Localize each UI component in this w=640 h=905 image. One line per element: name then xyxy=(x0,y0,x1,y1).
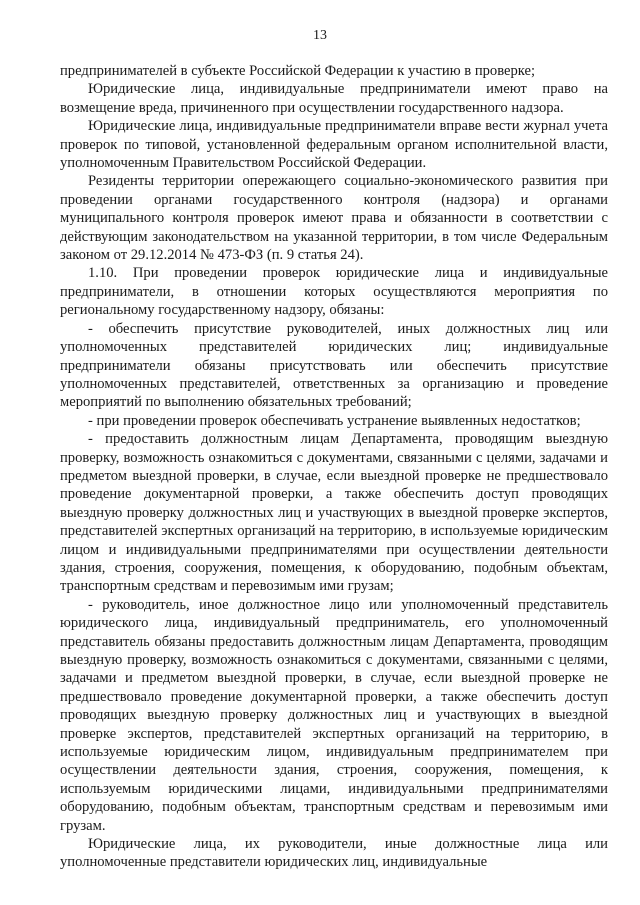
paragraph: Юридические лица, их руководители, иные должностные лица или уполномоченные представители юридических лиц, индивидуальные xyxy=(60,836,608,871)
paragraph: Юридические лица, индивидуальные предприниматели вправе вести журнал учета проверок по типовой, установленной федеральным органом исполнительной власти, уполномоченным Правительством Российской Федерации. xyxy=(60,118,608,172)
page-number: 13 xyxy=(313,28,327,43)
section-paragraph: 1.10. При проведении проверок юридические лица и индивидуальные предприниматели, в отношении которых осуществляются мероприятия по региональному государственному надзору, обязаны: xyxy=(60,265,608,319)
list-item: - при проведении проверок обеспечивать устранение выявленных недостатков; xyxy=(88,412,581,429)
paragraph: предпринимателей в субъекте Российской Федерации к участию в проверке; xyxy=(60,63,536,79)
list-item: - обеспечить присутствие руководителей, иных должностных лиц или уполномоченных представителей юридических лиц; индивидуальные предприниматели обязаны присутствовать или обеспечить присутствие уполномоченных представителей, ответственных за организацию и проведение мероприятий по выполнению обязательных требований; xyxy=(60,320,608,411)
paragraph: Юридические лица, индивидуальные предприниматели имеют право на возмещение вреда, причиненного при осуществлении государственного надзора. xyxy=(60,81,608,116)
paragraph: Резиденты территории опережающего социально-экономического развития при проведении органами государственного контроля (надзора) и органами муниципального контроля проверок имеют права и обязанности в соответствии с действующим законодательством на указанной территории, в том числе Федеральным законом от 29.12.2014 № 473-ФЗ (п. 9 статья 24). xyxy=(60,173,608,264)
list-item: - предоставить должностным лицам Департамента, проводящим выездную проверку, возможность ознакомиться с документами, связанными с целями, задачами и предметом выездной проверки, в случае, если выездной проверке не предшествовало проведение документарной проверки, а также обеспечить доступ проводящих выездную проверку должностных лиц и участвующих в выездной проверке экспертов, представителей экспертных организаций на территорию, в используемые юридическим лицом и индивидуальными предпринимателями при осуществлении деятельности здания, строения, сооружения, помещения, к оборудованию, подобным объектам, транспортным средствам и перевозимым ими грузам; xyxy=(60,431,608,595)
document-body xyxy=(60,62,608,872)
list-item: - руководитель, иное должностное лицо или уполномоченный представитель юридического лица, индивидуальный предприниматель, его уполномоченный представитель обязаны предоставить должностным лицам Департамента, проводящим выездную проверку, возможность ознакомиться с документами, связанными с целями, задачами и предметом выездной проверки, в случае, если выездной проверке не предшествовало проведение документарной проверки, а также обеспечить доступ проводящих выездную проверку должностных лиц и участвующих в выездной проверке экспертов, представителей экспертных организаций на территорию, в используемые юридическим лицом, индивидуальным предпринимателем при осуществлении деятельности здания, строения, сооружения, помещения, к используемым юридическими лицами, индивидуальными предпринимателями оборудованию, подобным объектам, транспортным средствам и перевозимым ими грузам. xyxy=(60,596,608,834)
